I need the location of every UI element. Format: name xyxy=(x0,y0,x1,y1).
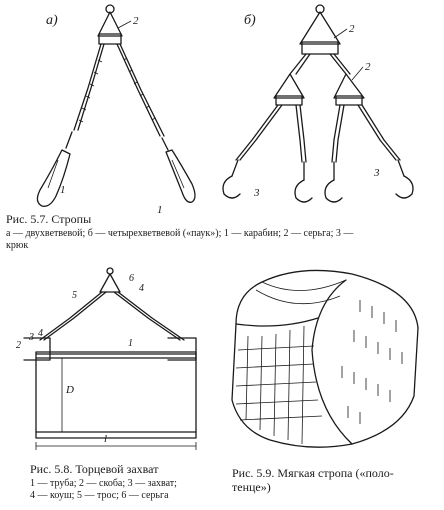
dim-d-label: D xyxy=(66,384,74,396)
fig-5-7-legend-line-2: крюк xyxy=(6,240,29,251)
fig-5-7-caption: Рис. 5.7. Стропы xyxy=(6,212,92,226)
callout-c-3: 3 xyxy=(29,332,34,343)
soft-sling-drawing xyxy=(232,270,418,447)
fig-5-7-legend-line-1: а — двухветвевой; б — четырехветвевой («паук»); 1 — карабин; 2 — серьга; 3 — xyxy=(6,228,354,239)
callout-b-2-mid: 2 xyxy=(365,61,371,73)
dim-l-label: l xyxy=(104,433,108,445)
four-leg-sling-drawing xyxy=(223,5,413,202)
panel-b-label: б) xyxy=(244,13,256,28)
callout-c-6: 6 xyxy=(129,273,134,284)
fig-5-9-caption-line-1: Рис. 5.9. Мягкая стропа («поло- xyxy=(232,466,394,480)
callout-a-2: 2 xyxy=(133,15,139,27)
callout-c-1: 1 xyxy=(128,338,133,349)
callout-b-3-right: 3 xyxy=(374,167,380,179)
fig-5-9-caption-line-2: тенце») xyxy=(232,480,271,494)
callout-b-3-left: 3 xyxy=(254,187,260,199)
callout-a-1-right: 1 xyxy=(157,204,163,216)
end-grip-labels xyxy=(16,273,144,445)
callout-c-4-left: 4 xyxy=(38,328,43,339)
callout-b-2-top: 2 xyxy=(349,23,355,35)
fig-5-8-legend-line-1: 1 — труба; 2 — скоба; 3 — захват; xyxy=(30,478,177,489)
panel-b-labels xyxy=(244,13,380,199)
fig-5-8-legend-line-2: 4 — коуш; 5 — трос; 6 — серьга xyxy=(30,490,169,501)
two-leg-sling-drawing xyxy=(37,5,195,206)
callout-c-4-right: 4 xyxy=(139,283,144,294)
callout-a-1-left: 1 xyxy=(60,184,66,196)
end-grip-drawing xyxy=(24,268,196,450)
panel-a-label: а) xyxy=(46,13,58,28)
callout-c-5: 5 xyxy=(72,290,77,301)
fig-5-8-caption: Рис. 5.8. Торцевой захват xyxy=(30,462,159,476)
callout-c-2: 2 xyxy=(16,340,21,351)
